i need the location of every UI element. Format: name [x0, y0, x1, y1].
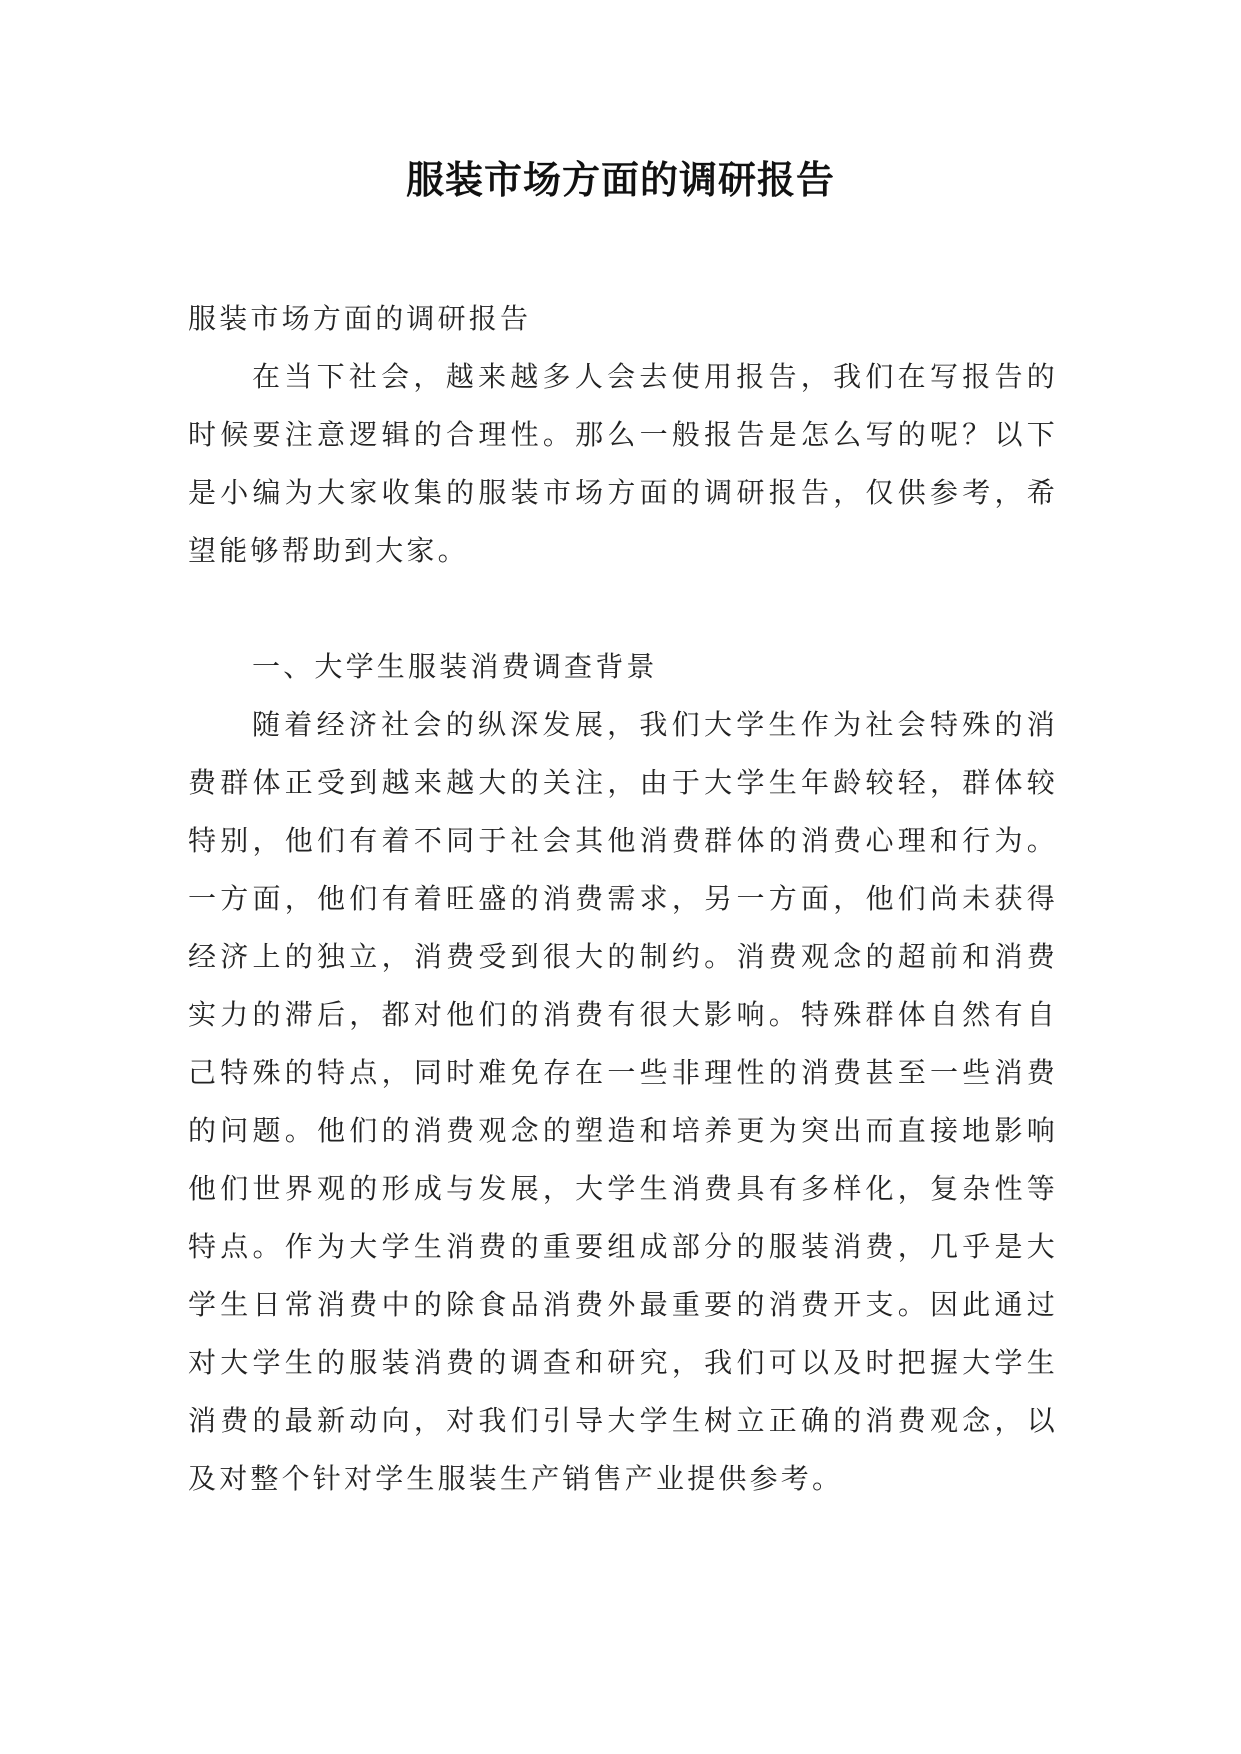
- intro-paragraph: 在当下社会，越来越多人会去使用报告，我们在写报告的时候要注意逻辑的合理性。那么一般报告是怎么写的呢？以下是小编为大家收集的服装市场方面的调研报告，仅供参考，希望能够帮助到大家。: [188, 360, 1058, 567]
- paragraph-spacer: [188, 580, 1058, 638]
- page-title: 服装市场方面的调研报告: [405, 157, 835, 202]
- subtitle-line: 服装市场方面的调研报告: [188, 302, 532, 335]
- section-heading: 一、大学生服装消费调查背景: [252, 650, 658, 683]
- section-paragraph: 随着经济社会的纵深发展，我们大学生作为社会特殊的消费群体正受到越来越大的关注，由于大学生年龄较轻，群体较特别，他们有着不同于社会其他消费群体的消费心理和行为。一方面，他们有着旺盛的消费需求，另一方面，他们尚未获得经济上的独立，消费受到很大的制约。消费观念的超前和消费实力的滞后，都对他们的消费有很大影响。特殊群体自然有自己特殊的特点，同时难免存在一些非理性的消费甚至一些消费的问题。他们的消费观念的塑造和培养更为突出而直接地影响他们世界观的形成与发展，大学生消费具有多样化，复杂性等特点。作为大学生消费的重要组成部分的服装消费，几乎是大学生日常消费中的除食品消费外最重要的消费开支。因此通过对大学生的服装消费的调查和研究，我们可以及时把握大学生消费的最新动向，对我们引导大学生树立正确的消费观念，以及对整个针对学生服装生产销售产业提供参考。: [188, 708, 1058, 1495]
- document-body: [188, 290, 1058, 1508]
